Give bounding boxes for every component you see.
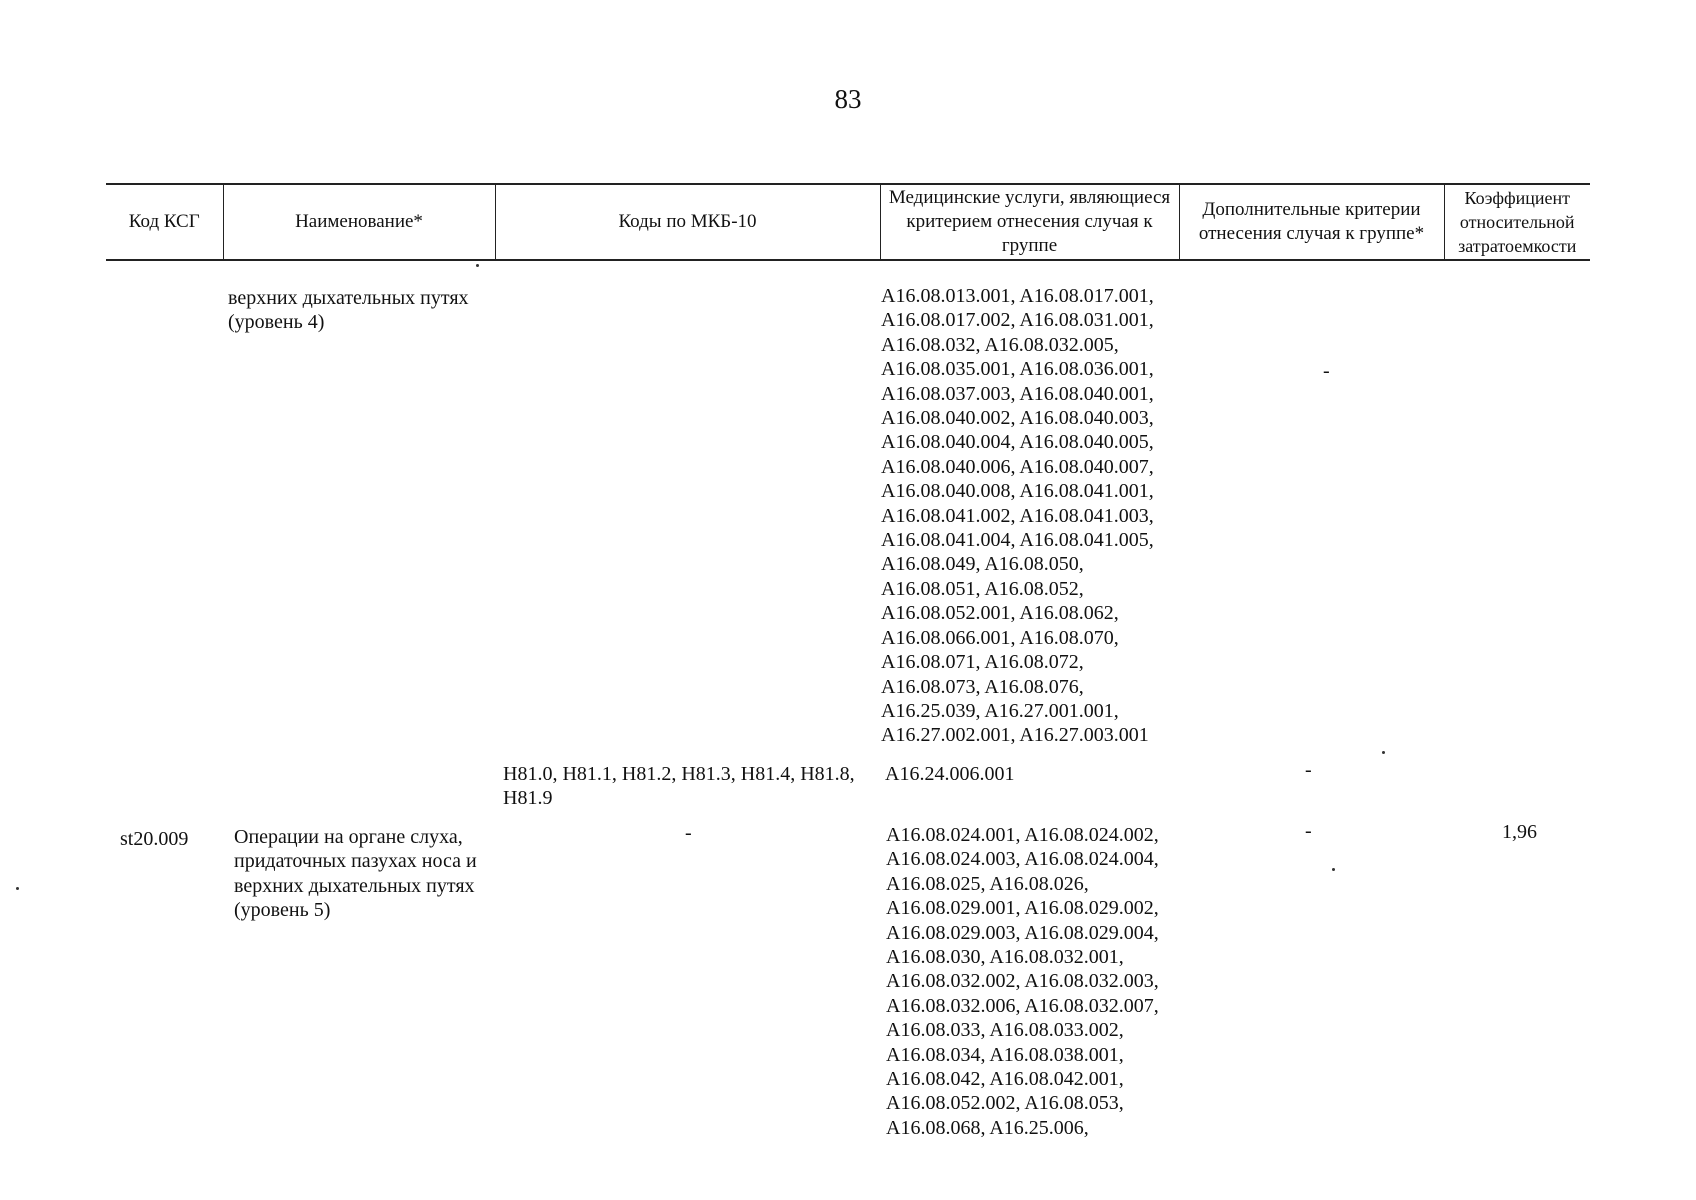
page-number: 83 xyxy=(834,84,862,114)
row2-criteria: - xyxy=(1305,759,1312,781)
row3-code: st20.009 xyxy=(120,828,189,850)
header-code: Код КСГ xyxy=(106,184,223,260)
row3-services: A16.08.024.001, A16.08.024.002, A16.08.024.003, A16.08.024.004, A16.08.025, A16.08.026, A16.08.029.001, A16.08.029.002, A16.08.029.003, A16.08.029.004, A16.08.030, A16.08.032.001, A16.08.032.002, A16.08.032.003, A16.08.032.006, A16.08.032.007, A16.08.033, A16.08.033.002, A16.08.034, A16.08.038.001, A16.08.042, A16.08.042.001, A16.08.052.002, A16.08.053, A16.08.068, A16.25.006, xyxy=(886,824,1159,1139)
row2-services: A16.24.006.001 xyxy=(885,763,1015,785)
row3-criteria: - xyxy=(1305,820,1312,842)
header-services: Медицинские услуги, являющиеся критерием отнесения случая к группе xyxy=(880,184,1179,260)
scan-speck xyxy=(16,887,19,890)
header-icd: Коды по МКБ-10 xyxy=(495,184,880,260)
scan-speck xyxy=(1332,868,1335,871)
row3-icd: - xyxy=(685,822,692,844)
row2-icd: H81.0, H81.1, H81.2, H81.3, H81.4, H81.8, H81.9 xyxy=(503,763,855,810)
row1-name: верхних дыхательных путях (уровень 4) xyxy=(228,287,469,334)
header-coef: Коэффициент относительной затратоемкости xyxy=(1444,184,1590,260)
row3-coef: 1,96 xyxy=(1502,821,1537,843)
header-criteria: Дополнительные критерии отнесения случая к группе* xyxy=(1179,184,1444,260)
row1-services: A16.08.013.001, A16.08.017.001, A16.08.017.002, A16.08.031.001, A16.08.032, A16.08.032.005, A16.08.035.001, A16.08.036.001, A16.08.037.003, A16.08.040.001, A16.08.040.002, A16.08.040.003, A16.08.040.004, A16.08.040.005, A16.08.040.006, A16.08.040.007, A16.08.040.008, A16.08.041.001, A16.08.041.002, A16.08.041.003, A16.08.041.004, A16.08.041.005, A16.08.049, A16.08.050, A16.08.051, A16.08.052, A16.08.052.001, A16.08.062, A16.08.066.001, A16.08.070, A16.08.071, A16.08.072, A16.08.073, A16.08.076, A16.25.039, A16.27.001.001, A16.27.002.001, A16.27.003.001 xyxy=(881,285,1154,747)
row3-name: Операции на органе слуха, придаточных пазухах носа и верхних дыхательных путях (уровень 5) xyxy=(234,826,477,922)
header-name: Наименование* xyxy=(223,184,495,260)
scan-speck xyxy=(476,264,479,267)
table-header xyxy=(106,183,1590,261)
scan-speck xyxy=(1382,751,1385,754)
row1-criteria: - xyxy=(1323,360,1330,382)
